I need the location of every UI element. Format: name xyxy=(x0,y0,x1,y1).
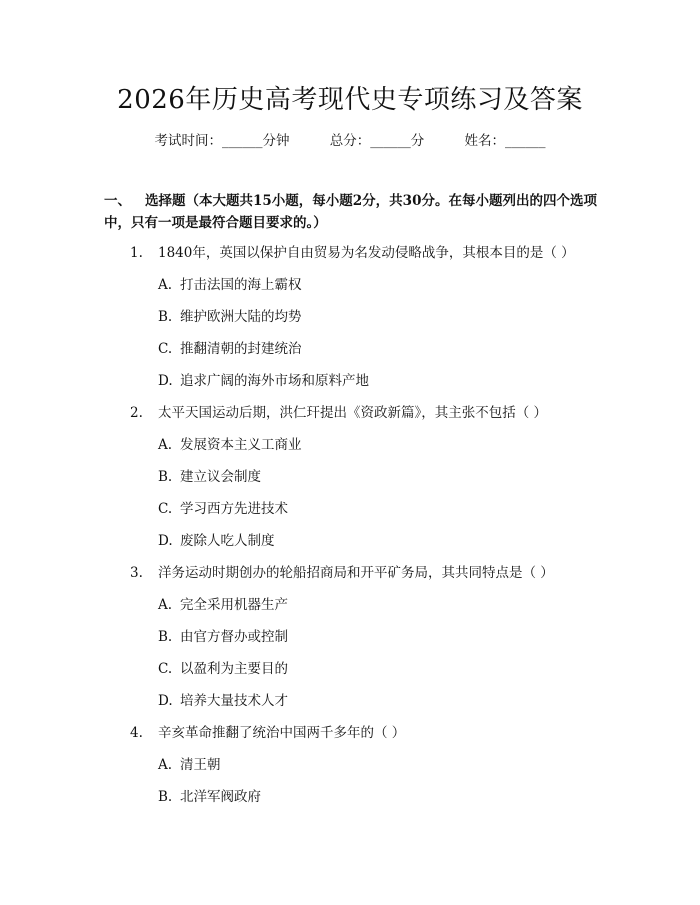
question-stem: 太平天国运动后期，洪仁玕提出《资政新篇》，其主张不包括（ ） xyxy=(158,405,548,421)
question-1-option-d xyxy=(158,370,578,392)
question-number: 4. xyxy=(130,725,143,741)
question-1-option-a xyxy=(158,274,578,296)
section-heading xyxy=(104,190,604,234)
option-label: D. xyxy=(158,693,173,709)
question-stem: 辛亥革命推翻了统治中国两千多年的（ ） xyxy=(158,725,406,741)
question-stem: 洋务运动时期创办的轮船招商局和开平矿务局，其共同特点是（ ） xyxy=(158,565,554,581)
exam-time-field: 考试时间：______分钟 xyxy=(154,133,290,149)
question-4-option-b xyxy=(158,786,578,808)
option-text: 学习西方先进技术 xyxy=(180,501,288,517)
option-label: B. xyxy=(158,629,173,645)
option-text: 由官方督办或控制 xyxy=(180,629,288,645)
option-text: 完全采用机器生产 xyxy=(180,597,288,613)
option-label: A. xyxy=(158,437,173,453)
option-label: D. xyxy=(158,373,173,389)
question-4-option-a xyxy=(158,754,578,776)
option-label: C. xyxy=(158,341,173,357)
option-text: 维护欧洲大陆的均势 xyxy=(180,309,302,325)
option-label: A. xyxy=(158,757,173,773)
option-text: 废除人吃人制度 xyxy=(180,533,275,549)
option-label: C. xyxy=(158,661,173,677)
question-number: 2. xyxy=(130,405,143,421)
question-2-option-b xyxy=(158,466,578,488)
option-label: C. xyxy=(158,501,173,517)
option-label: A. xyxy=(158,597,173,613)
option-label: B. xyxy=(158,789,173,805)
option-label: D. xyxy=(158,533,173,549)
question-1-option-c xyxy=(158,338,578,360)
question-number: 1. xyxy=(130,245,143,261)
question-3-option-c xyxy=(158,658,578,680)
question-2-option-a xyxy=(158,434,578,456)
question-4 xyxy=(130,722,590,744)
question-2 xyxy=(130,402,590,424)
option-text: 打击法国的海上霸权 xyxy=(180,277,302,293)
option-text: 培养大量技术人才 xyxy=(180,693,288,709)
page-title: 2026年历史高考现代史专项练习及答案 xyxy=(117,85,583,115)
question-2-option-d xyxy=(158,530,578,552)
section-text: 选择题（本大题共15小题，每小题2分，共30分。在每小题列出的四个选项中，只有一项是最符合题目要求的。） xyxy=(104,193,597,231)
question-number: 3. xyxy=(130,565,143,581)
exam-meta xyxy=(0,130,700,152)
question-2-option-c xyxy=(158,498,578,520)
exam-score-field: 总分：______分 xyxy=(329,133,425,149)
question-stem: 1840年，英国以保护自由贸易为名发动侵略战争，其根本目的是（ ） xyxy=(158,245,575,261)
question-1 xyxy=(130,242,590,264)
option-label: A. xyxy=(158,277,173,293)
option-text: 推翻清朝的封建统治 xyxy=(180,341,302,357)
section-number: 一、 xyxy=(104,193,131,209)
option-text: 发展资本主义工商业 xyxy=(180,437,302,453)
question-1-option-b xyxy=(158,306,578,328)
option-text: 建立议会制度 xyxy=(180,469,261,485)
question-3-option-a xyxy=(158,594,578,616)
option-text: 以盈利为主要目的 xyxy=(180,661,288,677)
question-3-option-d xyxy=(158,690,578,712)
exam-name-field: 姓名：______ xyxy=(464,133,546,149)
question-3-option-b xyxy=(158,626,578,648)
option-text: 清王朝 xyxy=(180,757,221,773)
option-text: 北洋军阀政府 xyxy=(180,789,261,805)
option-label: B. xyxy=(158,469,173,485)
question-3 xyxy=(130,562,590,584)
option-text: 追求广阔的海外市场和原料产地 xyxy=(180,373,369,389)
option-label: B. xyxy=(158,309,173,325)
